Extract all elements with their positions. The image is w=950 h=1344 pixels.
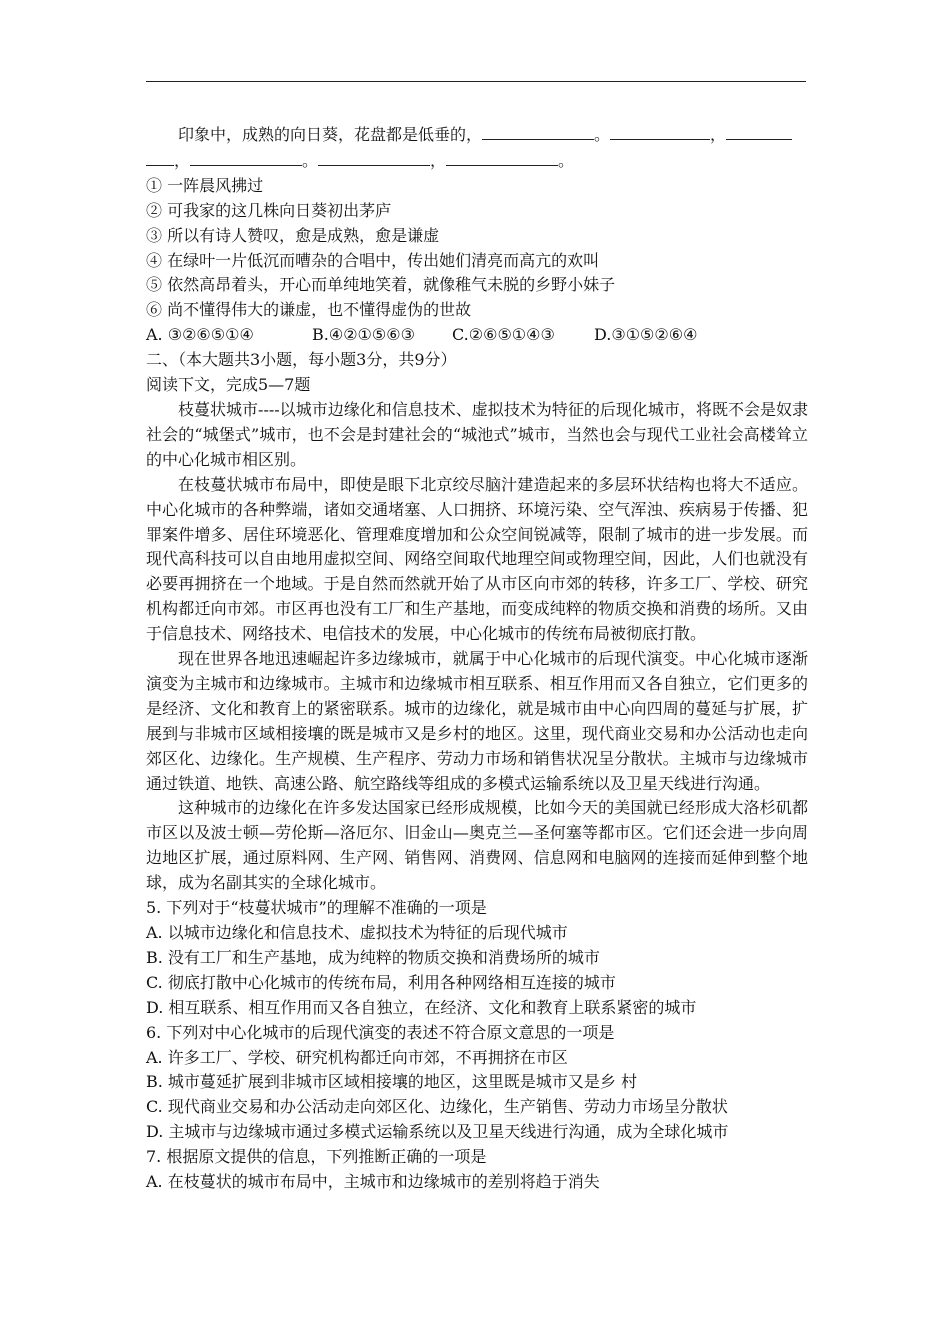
answer-blank-2[interactable] (610, 122, 710, 140)
answer-blank-3b[interactable] (146, 148, 174, 166)
q4-choice-d[interactable]: D.③①⑤②⑥④ (594, 325, 698, 345)
q4-option-4: ④ 在绿叶一片低沉而嘈杂的合唱中，传出她们清亮而高亢的欢叫 (146, 250, 600, 270)
q5-option-a[interactable]: A. 以城市边缘化和信息技术、虚拟技术为特征的后现代城市 (146, 923, 568, 942)
q6-option-c[interactable]: C. 现代商业交易和办公活动走向郊区化、边缘化，生产销售、劳动力市场呈分散状 (146, 1097, 728, 1117)
answer-blank-5[interactable] (318, 148, 430, 166)
q5-option-c[interactable]: C. 彻底打散中心化城市的传统布局，利用各种网络相互连接的城市 (146, 972, 616, 992)
q6-stem: 6. 下列对中心化城市的后现代演变的表述不符合原文意思的一项是 (146, 1022, 615, 1042)
q4-option-1: ① 一阵晨风拂过 (146, 175, 264, 195)
q4-choice-b[interactable]: B.④②①⑤⑥③ (312, 325, 415, 345)
passage-paragraph-3: 现在世界各地迅速崛起许多边缘城市，就属于中心化城市的后现代演变。中心化城市逐渐演变为主城市和边缘城市。主城市和边缘城市相互联系、相互作用而又各自独立，它们更多的是经济、文化和教育上的紧密联系。城市的边缘化，就是城市由中心向四周的蔓延与扩展，扩展到与非城市区域相接壤的既是城市又是乡村的地区。这里，现代商业交易和办公活动也走向郊区化、边缘化。生产规模、生产程序、劳动力市场和销售状况呈分散状。主城市与边缘城市通过铁道、地铁、高速公路、航空路线等组成的多模式运输系统以及卫星天线进行沟通。 (146, 649, 808, 793)
page-content (146, 122, 808, 1195)
section-instruction: 阅读下文，完成5—7题 (146, 375, 311, 395)
q4-sentence-line1: 印象中，成熟的向日葵，花盘都是低垂的， 。 ， (146, 122, 808, 148)
q4-option-2: ② 可我家的这几株向日葵初出茅庐 (146, 200, 392, 220)
passage-paragraph-2: 在枝蔓状城市布局中，即使是眼下北京绞尽脑汁建造起来的多层环状结构也将大不适应。中心化城市的各种弊端，诸如交通堵塞、人口拥挤、环境污染、空气浑浊、疾病易于传播、犯罪案件增多、居住环境恶化、管理难度增加和公众空间锐减等，限制了城市的进一步发展。而现代高科技可以自由地用虚拟空间、网络空间取代地理空间或物理空间，因此，人们也就没有必要再拥挤在一个地域。于是自然而然就开始了从市区向市郊的转移，许多工厂、学校、研究机构都迁向市郊。市区再也没有工厂和生产基地，而变成纯粹的物质交换和消费的场所。又由于信息技术、网络技术、电信技术的发展，中心化城市的传统布局被彻底打散。 (146, 474, 808, 644)
q4-option-6: ⑥ 尚不懂得伟大的谦虚，也不懂得虚伪的世故 (146, 300, 472, 320)
q5-stem: 5. 下列对于“枝蔓状城市”的理解不准确的一项是 (146, 898, 487, 918)
answer-blank-4[interactable] (190, 148, 302, 166)
passage-paragraph-4: 这种城市的边缘化在许多发达国家已经形成规模，比如今天的美国就已经形成大洛杉矶都市区以及波士顿—劳伦斯—洛厄尔、旧金山—奥克兰—圣何塞等都市区。它们还会进一步向周边地区扩展，通过原料网、生产网、销售网、消费网、信息网和电脑网的连接而延伸到整个地球，成为名副其实的全球化城市。 (146, 798, 808, 893)
header-rule (146, 81, 806, 82)
q4-choices (146, 323, 808, 348)
q4-choice-a[interactable]: A. ③②⑥⑤①④ (146, 325, 254, 345)
q6-option-a[interactable]: A. 许多工厂、学校、研究机构都迁向市郊，不再拥挤在市区 (146, 1047, 568, 1067)
answer-blank-6[interactable] (446, 148, 558, 166)
q5-option-b[interactable]: B. 没有工厂和生产基地，成为纯粹的物质交换和消费场所的城市 (146, 947, 600, 967)
section-heading: 二、（本大题共3小题，每小题3分，共9分） (146, 350, 457, 370)
q4-choice-c[interactable]: C.②⑥⑤①④③ (452, 325, 555, 345)
answer-blank-1[interactable] (482, 122, 594, 140)
q6-option-b[interactable]: B. 城市蔓延扩展到非城市区域相接壤的地区，这里既是城市又是乡 村 (146, 1072, 638, 1092)
answer-blank-3a[interactable] (726, 122, 792, 140)
q7-stem: 7. 根据原文提供的信息，下列推断正确的一项是 (146, 1147, 487, 1167)
q5-option-d[interactable]: D. 相互联系、相互作用而又各自独立，在经济、文化和教育上联系紧密的城市 (146, 997, 697, 1017)
q7-option-a[interactable]: A. 在枝蔓状的城市布局中，主城市和边缘城市的差别将趋于消失 (146, 1172, 600, 1192)
q4-intro-text: 印象中，成熟的向日葵，花盘都是低垂的， (178, 125, 483, 144)
passage-paragraph-1: 枝蔓状城市----以城市边缘化和信息技术、虚拟技术为特征的后现化城市，将既不会是奴隶社会的“城堡式”城市，也不会是封建社会的“城池式”城市，当然也会与现代工业社会高楼耸立的中心化城市相区别。 (146, 399, 808, 469)
q4-option-5: ⑤ 依然高昂着头，开心而单纯地笑着，就像稚气未脱的乡野小妹子 (146, 275, 616, 295)
q4-sentence-line2: ， 。 ， 。 (146, 148, 808, 174)
q6-option-d[interactable]: D. 主城市与边缘城市通过多模式运输系统以及卫星天线进行沟通，成为全球化城市 (146, 1122, 729, 1142)
q4-option-3: ③ 所以有诗人赞叹，愈是成熟，愈是谦虚 (146, 225, 440, 245)
